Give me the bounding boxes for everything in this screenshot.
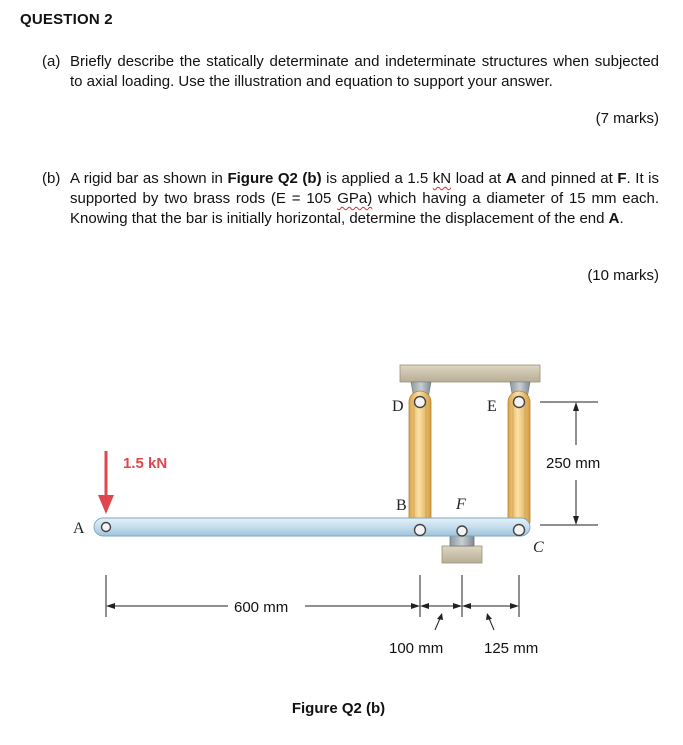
dim-rod-length-label: 250 mm [546,455,601,472]
part-b-text [70,169,659,229]
dim-bf-label: 100 mm [389,640,444,657]
question-heading: QUESTION 2 [20,11,113,28]
label-e: E [487,398,497,415]
ceiling-support [400,365,540,382]
load-label: 1.5 kN [123,455,168,472]
point-a-ref: A [505,170,517,187]
part-a [42,52,659,92]
label-f: F [456,496,466,513]
dim-ab-label: 600 mm [234,599,289,616]
part-a-text: Briefly describe the statically determinate and indeterminate structures when subjected to axial loading. Use the illustration and equation to support your answer. [70,53,659,90]
label-c: C [533,539,544,556]
pin-d [415,397,426,408]
part-b [42,169,659,229]
label-a: A [73,520,85,537]
label-d: D [392,398,404,415]
point-f-ref: F [617,170,627,187]
load-arrow-head [98,495,114,514]
dim-horizontal [106,575,519,630]
spellcheck-kn: kN [432,170,452,187]
pin-f [457,526,467,536]
dim-fc-label: 125 mm [484,640,539,657]
brass-rod-bd [409,391,431,532]
end-a-ref: A [608,210,620,227]
spellcheck-gpa: GPa) [337,190,373,207]
part-b-label: (b) [42,170,61,187]
figure-ref: Figure Q2 (b) [227,170,322,187]
ground-support-f [442,546,482,563]
part-b-text-3: is applied a 1.5 [321,170,433,187]
part-b-text-13: . [619,210,624,227]
part-b-marks: (10 marks) [587,267,659,284]
pin-c [514,525,525,536]
part-a-label: (a) [42,53,61,70]
brass-rod-ce [508,391,530,532]
label-b: B [396,497,407,514]
part-b-text-1: A rigid bar as shown in [70,170,228,187]
figure-caption-text: Figure Q2 (b) [291,700,386,717]
pin-e [514,397,525,408]
pin-b [415,525,426,536]
part-b-text-11: which having a diameter of 15 mm each. Knowing that the bar is initially horizontal, determine the displacement of the end [70,190,659,227]
part-b-text-7: and pinned at [516,170,618,187]
pin-a [102,523,111,532]
part-b-text-5: load at [451,170,506,187]
figure-q2b [0,350,683,695]
part-b-text-9: . It is supported by two brass rods (E = 105 [70,170,660,207]
figure-caption [0,700,683,717]
part-a-marks: (7 marks) [595,110,659,127]
